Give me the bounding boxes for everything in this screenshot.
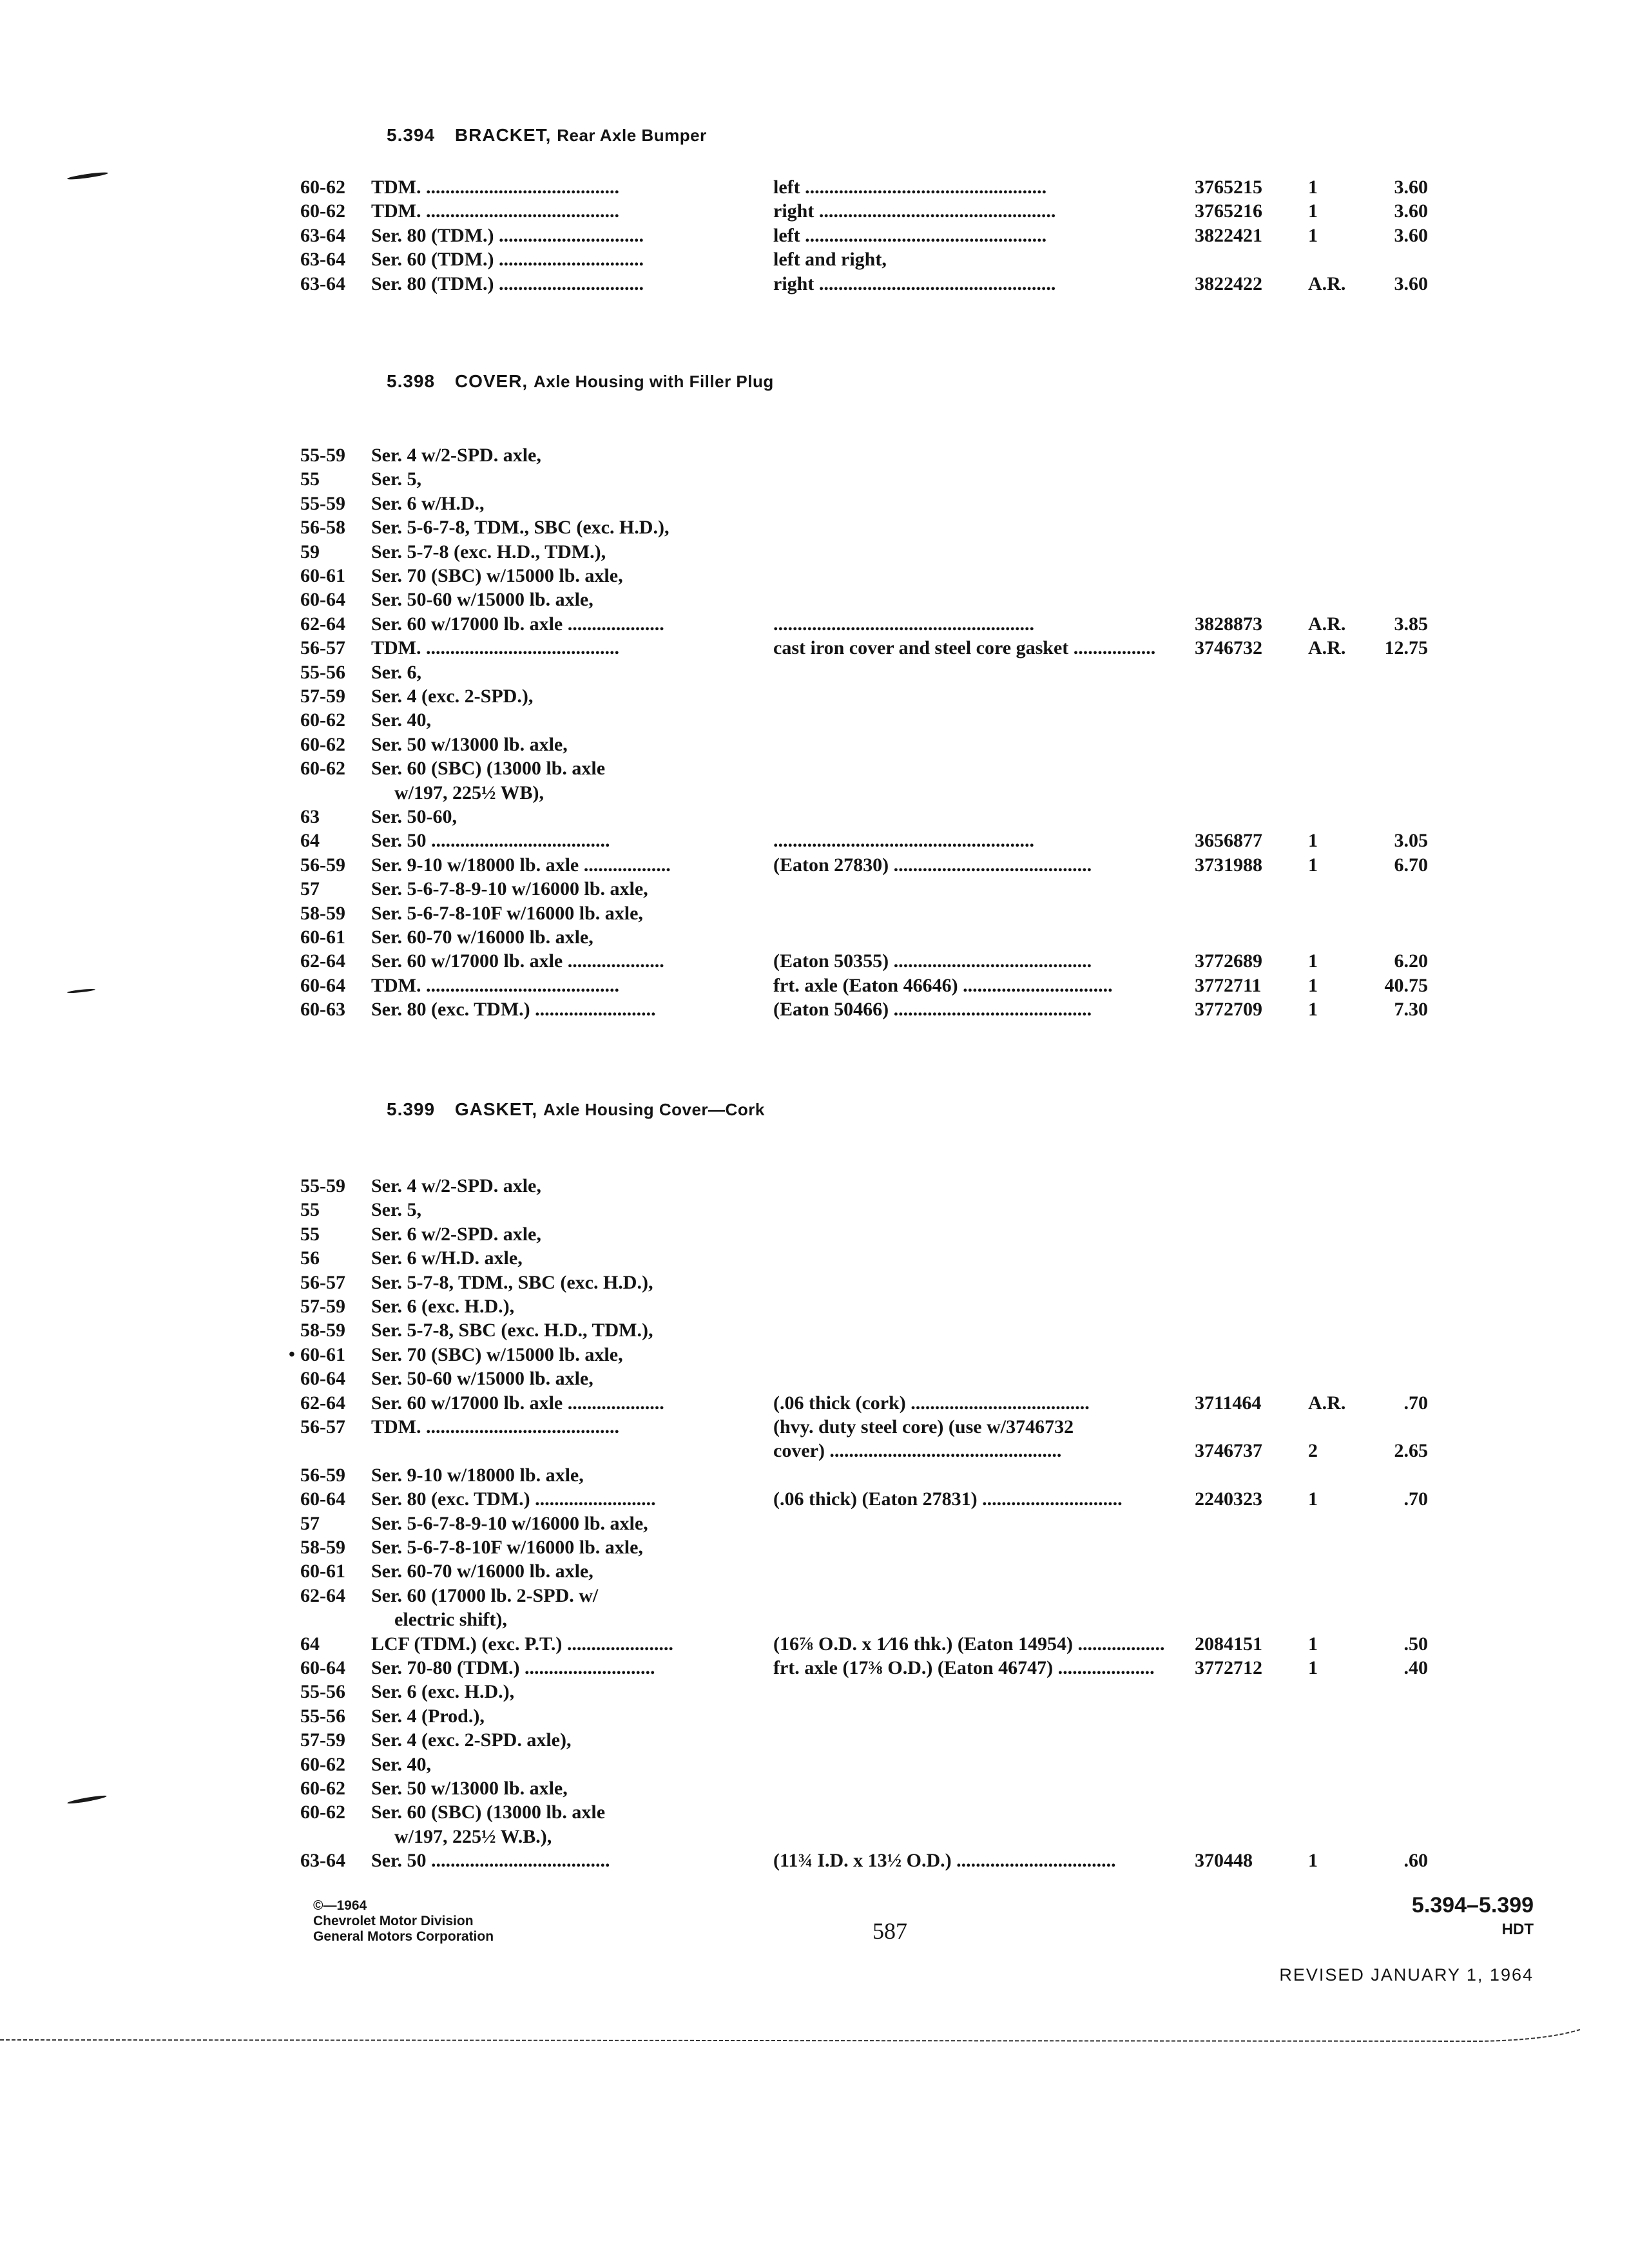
table-row [0, 901, 1629, 926]
table-row [0, 1753, 1629, 1777]
description: Ser. 40, [371, 1753, 432, 1775]
table-row [0, 733, 1629, 757]
price: 6.20 [1394, 950, 1428, 972]
description: Ser. 4 (exc. 2-SPD.), [371, 686, 534, 707]
copyright: ©—1964 [313, 1898, 367, 1913]
description: Ser. 6, [371, 661, 422, 683]
description: Ser. 80 (TDM.) .............................. [371, 224, 644, 246]
description: TDM. ........................................ [371, 177, 619, 198]
part-number: 3746737 [1195, 1440, 1262, 1462]
quantity: A.R. [1308, 273, 1346, 294]
price: .70 [1403, 1392, 1428, 1414]
model-years: 55 [300, 1199, 320, 1221]
corporation-name: General Motors Corporation [313, 1929, 494, 1944]
description: Ser. 4 w/2-SPD. axle, [371, 1175, 541, 1196]
table-row [0, 515, 1629, 540]
description: Ser. 5-7-8, TDM., SBC (exc. H.D.), [371, 1271, 653, 1293]
model-years: 59 [300, 541, 320, 562]
model-years: 56-57 [300, 637, 345, 659]
description: Ser. 5-6-7-8-9-10 w/16000 lb. axle, [371, 878, 648, 900]
quantity: 1 [1308, 830, 1318, 852]
description: Ser. 6 (exc. H.D.), [371, 1681, 515, 1703]
table-row [0, 1343, 1629, 1367]
model-years: 56-57 [300, 1416, 345, 1437]
model-years: 55 [300, 1223, 320, 1245]
description: Ser. 6 w/H.D. axle, [371, 1247, 523, 1269]
description: Ser. 60 (17000 lb. 2-SPD. w/ [371, 1584, 599, 1606]
note: (Eaton 50355) ......................................... [773, 950, 1092, 972]
note: (.06 thick (cork) ..................................... [773, 1392, 1090, 1414]
part-number: 3772689 [1195, 950, 1262, 972]
price: 3.60 [1394, 200, 1428, 222]
model-years: 60-62 [300, 1753, 345, 1775]
section-name: GASKET, [454, 1099, 538, 1119]
table-row [0, 1656, 1629, 1680]
note: (hvy. duty steel core) (use w/3746732 [773, 1416, 1074, 1437]
table-row [0, 877, 1629, 901]
part-number: 3772709 [1195, 999, 1262, 1021]
description: electric shift), [394, 1609, 507, 1631]
section-subtitle: Axle Housing Cover—Cork [543, 1100, 765, 1119]
price: 3.60 [1394, 273, 1428, 294]
model-years: 62-64 [300, 950, 345, 972]
table-row [0, 199, 1629, 224]
quantity: 2 [1308, 1440, 1318, 1462]
description: Ser. 5, [371, 1199, 422, 1221]
description: Ser. 50 ..................................... [371, 1850, 610, 1872]
price: 40.75 [1384, 974, 1428, 996]
table-row [0, 1608, 1629, 1632]
description: Ser. 40, [371, 709, 432, 731]
description: Ser. 5-6-7-8, TDM., SBC (exc. H.D.), [371, 517, 670, 539]
description: Ser. 50-60, [371, 806, 458, 827]
quantity: 1 [1308, 999, 1318, 1021]
model-years: 56-59 [300, 1464, 345, 1486]
part-number: 3772712 [1195, 1657, 1262, 1678]
table-row [0, 612, 1629, 637]
model-years: 57-59 [300, 686, 345, 707]
description: Ser. 80 (exc. TDM.) ......................... [371, 1488, 656, 1510]
table-row [0, 1512, 1629, 1536]
model-years: 57 [300, 878, 320, 900]
quantity: 1 [1308, 950, 1318, 972]
description: TDM. ........................................ [371, 637, 619, 659]
model-years: 64 [300, 830, 320, 852]
model-years: 55-56 [300, 1681, 345, 1703]
section-title [387, 1099, 765, 1120]
note: (11¾ I.D. x 13½ O.D.) ................................. [773, 1850, 1116, 1872]
table-row [0, 1174, 1629, 1198]
model-years: 56-59 [300, 854, 345, 876]
table-row [0, 1849, 1629, 1873]
model-years: 60-62 [300, 733, 345, 755]
note: ...................................................... [773, 613, 1034, 635]
model-years: 60-62 [300, 177, 345, 198]
table-row [0, 1680, 1629, 1704]
note: (.06 thick) (Eaton 27831) ............................. [773, 1488, 1123, 1510]
table-row [0, 1535, 1629, 1560]
description: Ser. 80 (TDM.) .............................. [371, 273, 644, 294]
description: Ser. 60-70 w/16000 lb. axle, [371, 927, 593, 948]
description: Ser. 50-60 w/15000 lb. axle, [371, 1368, 593, 1390]
model-years: 58-59 [300, 1320, 345, 1341]
description: Ser. 60 w/17000 lb. axle .................... [371, 1392, 664, 1414]
table-row [0, 1825, 1629, 1849]
part-number: 3711464 [1195, 1392, 1262, 1414]
description: Ser. 9-10 w/18000 lb. axle .................. [371, 854, 671, 876]
part-number: 3828873 [1195, 613, 1262, 635]
section-number: 5.398 [387, 371, 436, 391]
section-range: 5.394–5.399 [1411, 1893, 1534, 1917]
model-years: 57-59 [300, 1296, 345, 1317]
model-years: 60-64 [300, 589, 345, 611]
model-years: 60-62 [300, 1802, 345, 1823]
price: 3.60 [1394, 177, 1428, 198]
table-row [0, 224, 1629, 248]
model-years: 60-62 [300, 709, 345, 731]
model-years: 60-64 [300, 974, 345, 996]
model-years: 63-64 [300, 224, 345, 246]
model-years: 55-59 [300, 492, 345, 514]
model-years: 63 [300, 806, 320, 827]
description: Ser. 60 (SBC) (13000 lb. axle [371, 1802, 606, 1823]
model-years: 64 [300, 1633, 320, 1655]
section-number: 5.394 [387, 125, 436, 145]
section-reference [1412, 1893, 1534, 1939]
model-years: 56-57 [300, 1271, 345, 1293]
table-row [0, 974, 1629, 998]
price: .50 [1403, 1633, 1428, 1655]
description: Ser. 5-7-8, SBC (exc. H.D., TDM.), [371, 1320, 653, 1341]
page-edge-line [0, 2023, 1629, 2062]
description: TDM. ........................................ [371, 1416, 619, 1437]
description: Ser. 50 w/13000 lb. axle, [371, 733, 568, 755]
table-row [0, 1632, 1629, 1657]
table-row [0, 1391, 1629, 1416]
description: LCF (TDM.) (exc. P.T.) ...................... [371, 1633, 673, 1655]
table-row [0, 708, 1629, 733]
description: Ser. 60 (TDM.) .............................. [371, 249, 644, 271]
price: 2.65 [1394, 1440, 1428, 1462]
model-years: 55 [300, 468, 320, 490]
note: frt. axle (Eaton 46646) ............................... [773, 974, 1113, 996]
quantity: 1 [1308, 224, 1318, 246]
quantity: A.R. [1308, 1392, 1346, 1414]
price: .60 [1403, 1850, 1428, 1872]
price: .40 [1403, 1657, 1428, 1678]
price: 12.75 [1384, 637, 1428, 659]
table-row [0, 925, 1629, 950]
table-row [0, 949, 1629, 974]
table-row [0, 1776, 1629, 1801]
price: 7.30 [1394, 999, 1428, 1021]
table-row [0, 1271, 1629, 1295]
model-years: 60-64 [300, 1488, 345, 1510]
table-row [0, 997, 1629, 1022]
table-row [0, 492, 1629, 516]
table-row [0, 756, 1629, 781]
part-number: 370448 [1195, 1850, 1253, 1872]
model-years: 63-64 [300, 1850, 345, 1872]
quantity: 1 [1308, 177, 1318, 198]
model-years: 56-58 [300, 517, 345, 539]
model-years: 62-64 [300, 613, 345, 635]
model-years: 55-59 [300, 1175, 345, 1196]
section-title [387, 125, 707, 146]
part-number: 2084151 [1195, 1633, 1262, 1655]
part-number: 3822421 [1195, 224, 1262, 246]
note: right ................................................. [773, 273, 1056, 294]
table-row [0, 829, 1629, 853]
table-row [0, 564, 1629, 588]
table-row [0, 1728, 1629, 1753]
section-number: 5.399 [387, 1099, 436, 1119]
note: frt. axle (17⅜ O.D.) (Eaton 46747) .................... [773, 1657, 1155, 1678]
model-years: 57 [300, 1512, 320, 1534]
description: Ser. 60 w/17000 lb. axle .................... [371, 613, 664, 635]
section-code: HDT [1501, 1921, 1534, 1938]
note: (Eaton 50466) ......................................... [773, 999, 1092, 1021]
model-years: 62-64 [300, 1584, 345, 1606]
table-row [0, 781, 1629, 805]
table-row [0, 1367, 1629, 1391]
note: left .................................................. [773, 177, 1047, 198]
description: Ser. 5-7-8 (exc. H.D., TDM.), [371, 541, 606, 562]
description: TDM. ........................................ [371, 974, 619, 996]
table-row [0, 467, 1629, 492]
description: Ser. 4 (Prod.), [371, 1705, 485, 1727]
note: cover) ................................................ [773, 1440, 1062, 1462]
table-row [0, 853, 1629, 878]
quantity: 1 [1308, 1633, 1318, 1655]
description: Ser. 5, [371, 468, 422, 490]
table-row [0, 272, 1629, 296]
description: Ser. 4 (exc. 2-SPD. axle), [371, 1729, 572, 1751]
description: w/197, 225½ W.B.), [394, 1825, 552, 1847]
model-years: 60-64 [300, 1368, 345, 1390]
part-number: 3656877 [1195, 830, 1262, 852]
note: (Eaton 27830) ......................................... [773, 854, 1092, 876]
description: w/197, 225½ WB), [394, 782, 544, 803]
table-row [0, 1222, 1629, 1247]
description: Ser. 60-70 w/16000 lb. axle, [371, 1561, 593, 1582]
description: Ser. 60 (SBC) (13000 lb. axle [371, 758, 606, 780]
part-number: 3765216 [1195, 200, 1262, 222]
description: TDM. ........................................ [371, 200, 619, 222]
model-years: 60-62 [300, 1778, 345, 1799]
price: .70 [1403, 1488, 1428, 1510]
table-row [0, 540, 1629, 564]
quantity: 1 [1308, 1488, 1318, 1510]
table-row [0, 1800, 1629, 1825]
publisher-block [313, 1898, 494, 1945]
description: Ser. 50 ..................................... [371, 830, 610, 852]
description: Ser. 6 (exc. H.D.), [371, 1296, 515, 1317]
division-name: Chevrolet Motor Division [313, 1914, 474, 1928]
model-years: 60-62 [300, 200, 345, 222]
quantity: 1 [1308, 1850, 1318, 1872]
table-row [0, 1294, 1629, 1319]
table-row [0, 1415, 1629, 1439]
model-years: 58-59 [300, 1537, 345, 1558]
table-row [0, 247, 1629, 272]
quantity: 1 [1308, 200, 1318, 222]
section-subtitle: Rear Axle Bumper [557, 126, 707, 145]
page-number: 587 [872, 1918, 907, 1944]
model-years: 63-64 [300, 249, 345, 271]
description: Ser. 50 w/13000 lb. axle, [371, 1778, 568, 1799]
description: Ser. 70 (SBC) w/15000 lb. axle, [371, 565, 623, 586]
model-years: 60-63 [300, 999, 345, 1021]
table-row [0, 1584, 1629, 1608]
part-number: 3765215 [1195, 177, 1262, 198]
table-row [0, 684, 1629, 709]
part-number: 3772711 [1195, 974, 1262, 996]
description: Ser. 70-80 (TDM.) ........................... [371, 1657, 655, 1678]
section-title [387, 371, 774, 392]
part-number: 3822422 [1195, 273, 1262, 294]
table-row [0, 443, 1629, 468]
description: Ser. 5-6-7-8-10F w/16000 lb. axle, [371, 1537, 643, 1558]
description: Ser. 80 (exc. TDM.) ......................... [371, 999, 656, 1021]
price: 3.05 [1394, 830, 1428, 852]
quantity: 1 [1308, 974, 1318, 996]
model-years: 55-56 [300, 1705, 345, 1727]
description: Ser. 6 w/2-SPD. axle, [371, 1223, 541, 1245]
table-row [0, 1246, 1629, 1271]
quantity: 1 [1308, 854, 1318, 876]
model-years: 63-64 [300, 273, 345, 294]
description: Ser. 4 w/2-SPD. axle, [371, 445, 541, 466]
model-years: 60-64 [300, 1657, 345, 1678]
price: 3.85 [1394, 613, 1428, 635]
table-row [0, 1439, 1629, 1463]
table-row [0, 660, 1629, 685]
description: Ser. 50-60 w/15000 lb. axle, [371, 589, 593, 611]
description: Ser. 6 w/H.D., [371, 492, 485, 514]
table-row [0, 175, 1629, 200]
quantity: 1 [1308, 1657, 1318, 1678]
description: Ser. 5-6-7-8-10F w/16000 lb. axle, [371, 902, 643, 924]
model-years: 60-61 [300, 565, 345, 586]
price: 3.60 [1394, 224, 1428, 246]
note: (16⅞ O.D. x 1⁄16 thk.) (Eaton 14954) .................. [773, 1633, 1165, 1655]
table-row [0, 588, 1629, 612]
part-number: 2240323 [1195, 1488, 1262, 1510]
quantity: A.R. [1308, 613, 1346, 635]
table-row [0, 1559, 1629, 1584]
model-years: 60-61 [300, 1343, 345, 1365]
model-years: 58-59 [300, 902, 345, 924]
description: Ser. 70 (SBC) w/15000 lb. axle, [371, 1343, 623, 1365]
model-years: 60-61 [300, 927, 345, 948]
table-row [0, 1198, 1629, 1222]
table-row [0, 636, 1629, 660]
model-years: 60-61 [300, 1561, 345, 1582]
table-row [0, 1487, 1629, 1512]
quantity: A.R. [1308, 637, 1346, 659]
model-years: 60-62 [300, 758, 345, 780]
row-marker: • [289, 1344, 295, 1365]
model-years: 55-59 [300, 445, 345, 466]
note: ...................................................... [773, 830, 1034, 852]
part-number: 3731988 [1195, 854, 1262, 876]
model-years: 57-59 [300, 1729, 345, 1751]
table-row [0, 1704, 1629, 1729]
section-subtitle: Axle Housing with Filler Plug [534, 372, 774, 391]
section-name: BRACKET, [454, 125, 552, 145]
table-row [0, 1318, 1629, 1343]
description: Ser. 5-6-7-8-9-10 w/16000 lb. axle, [371, 1512, 648, 1534]
section-name: COVER, [454, 371, 528, 391]
description: Ser. 9-10 w/18000 lb. axle, [371, 1464, 584, 1486]
model-years: 62-64 [300, 1392, 345, 1414]
description: Ser. 60 w/17000 lb. axle .................... [371, 950, 664, 972]
revision-date: REVISED JANUARY 1, 1964 [1279, 1965, 1534, 1984]
part-number: 3746732 [1195, 637, 1262, 659]
price: 6.70 [1394, 854, 1428, 876]
note: cast iron cover and steel core gasket ................. [773, 637, 1156, 659]
table-row [0, 1463, 1629, 1488]
note: left .................................................. [773, 224, 1047, 246]
note: left and right, [773, 249, 887, 271]
note: right ................................................. [773, 200, 1056, 222]
model-years: 56 [300, 1247, 320, 1269]
table-row [0, 805, 1629, 829]
model-years: 55-56 [300, 661, 345, 683]
